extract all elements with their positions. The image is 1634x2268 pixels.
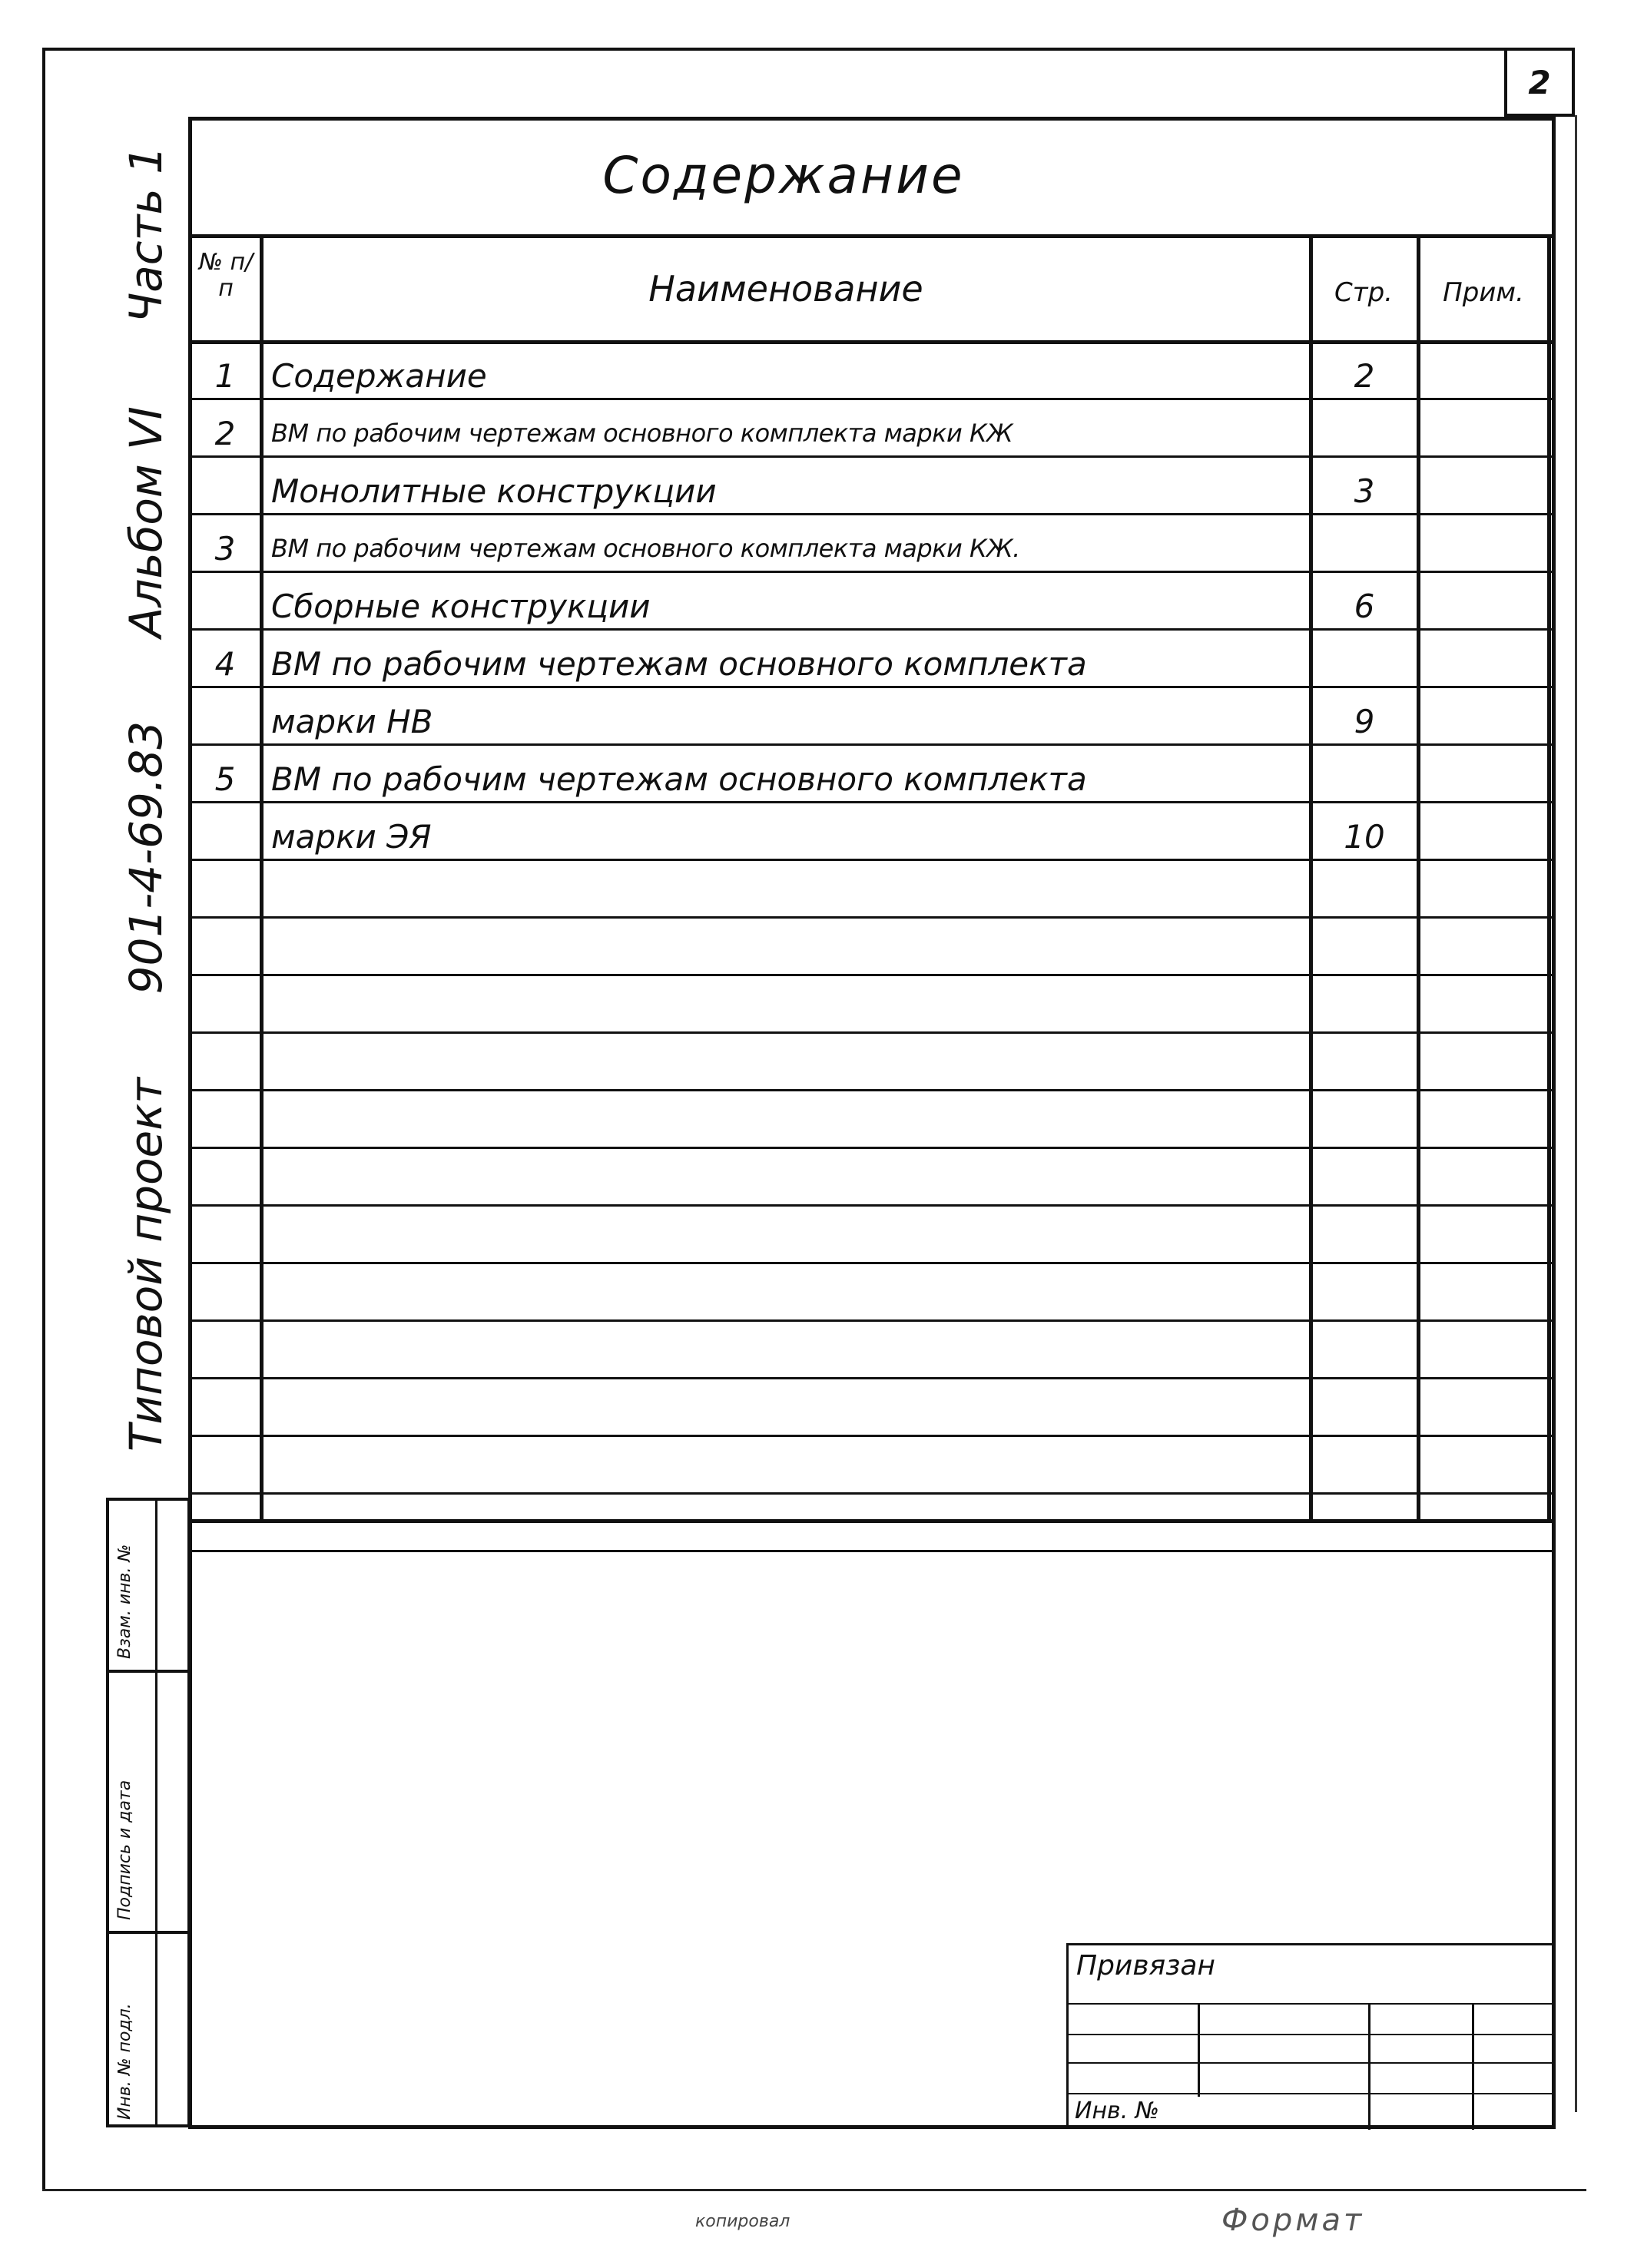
row-name: ВМ по рабочим чертежам основного комплекта марки КЖ. — [271, 534, 1020, 563]
table-rule — [191, 686, 1552, 688]
table-rule — [191, 1204, 1552, 1207]
row-page: 6 — [1354, 588, 1375, 625]
table-rule — [191, 916, 1552, 919]
table-rule — [191, 513, 1552, 515]
side-stamp — [115, 146, 177, 1452]
table-rule — [191, 801, 1552, 803]
table-rule — [191, 1262, 1552, 1264]
row-name: ВМ по рабочим чертежам основного комплекта — [271, 645, 1087, 683]
row-name: Монолитные конструкции — [271, 472, 717, 510]
side-box-divider — [109, 1670, 187, 1673]
side-box-divider — [109, 1931, 187, 1934]
table-rule — [191, 743, 1552, 746]
sheet-bottom-edge — [42, 2189, 1586, 2191]
row-name: Сборные конструкции — [271, 588, 651, 625]
side-box-divider — [155, 1501, 157, 2124]
side-label-signature: Подпись и дата — [115, 1780, 134, 1920]
row-name: Содержание — [271, 357, 487, 395]
table-rule — [191, 234, 1552, 238]
document-title: Содержание — [602, 146, 965, 205]
row-page: 2 — [1354, 357, 1375, 395]
row-name: марки НВ — [271, 703, 433, 740]
title-block-col — [1472, 2003, 1474, 2130]
side-stamp-code: 901-4-69.83 — [120, 720, 172, 995]
row-page: 3 — [1354, 472, 1375, 510]
row-name: марки ЭЯ — [271, 818, 432, 856]
table-rule — [191, 455, 1552, 458]
row-num: 4 — [214, 645, 236, 683]
table-rule — [191, 1377, 1552, 1379]
table-rule — [191, 571, 1552, 573]
table-column-rule — [1547, 234, 1551, 1521]
side-label-vzam: Взам. инв. № — [115, 1544, 134, 1659]
table-rule — [191, 340, 1552, 344]
table-rule — [191, 398, 1552, 400]
side-stamp-project: Типовой проект — [120, 1077, 172, 1452]
footer-copied-label: копировал — [695, 2212, 790, 2231]
table-rule — [191, 1147, 1552, 1149]
table-rule — [191, 628, 1552, 631]
title-block-label: Привязан — [1076, 1950, 1215, 1982]
table-bottom-rule — [191, 1519, 1552, 1523]
title-block-rule — [1069, 2062, 1556, 2064]
header-page: Стр. — [1334, 277, 1393, 308]
header-num: № п/п — [198, 249, 254, 302]
title-block — [1066, 1943, 1556, 2127]
table-column-rule — [1417, 234, 1420, 1521]
title-block-col — [1198, 2003, 1200, 2097]
table-rule — [191, 1435, 1552, 1437]
title-block-rule — [1069, 2034, 1556, 2035]
row-page: 10 — [1344, 818, 1385, 856]
row-num: 5 — [214, 760, 236, 798]
table-rule — [191, 1492, 1552, 1495]
row-page: 9 — [1354, 703, 1375, 740]
title-block-rule — [1069, 2003, 1556, 2005]
footer-format-label: Формат — [1221, 2203, 1365, 2238]
side-label-inv-podl: Инв. № подл. — [115, 2003, 134, 2120]
table-rule — [191, 974, 1552, 976]
row-num: 2 — [214, 415, 236, 452]
row-name: ВМ по рабочим чертежам основного комплекта — [271, 760, 1087, 798]
title-block-inv: Инв. № — [1075, 2097, 1160, 2124]
table-rule — [191, 1089, 1552, 1091]
header-name: Наименование — [648, 268, 923, 310]
table-rule — [191, 1319, 1552, 1322]
title-block-rule — [1069, 2093, 1556, 2094]
table-rule — [191, 1550, 1552, 1552]
table-column-rule — [1309, 234, 1313, 1521]
header-note: Прим. — [1443, 277, 1524, 308]
row-name: ВМ по рабочим чертежам основного комплекта марки КЖ — [271, 419, 1013, 448]
sheet-right-edge — [1575, 115, 1577, 2112]
title-block-col — [1368, 2003, 1371, 2130]
table-column-rule — [260, 234, 263, 1521]
table-rule — [191, 859, 1552, 861]
row-num: 3 — [214, 530, 236, 568]
side-stamp-part: Часть 1 — [120, 146, 172, 323]
page-number: 2 — [1504, 48, 1575, 117]
side-stamp-album: Альбом VI — [120, 406, 172, 638]
row-num: 1 — [214, 357, 236, 395]
table-rule — [191, 1031, 1552, 1034]
